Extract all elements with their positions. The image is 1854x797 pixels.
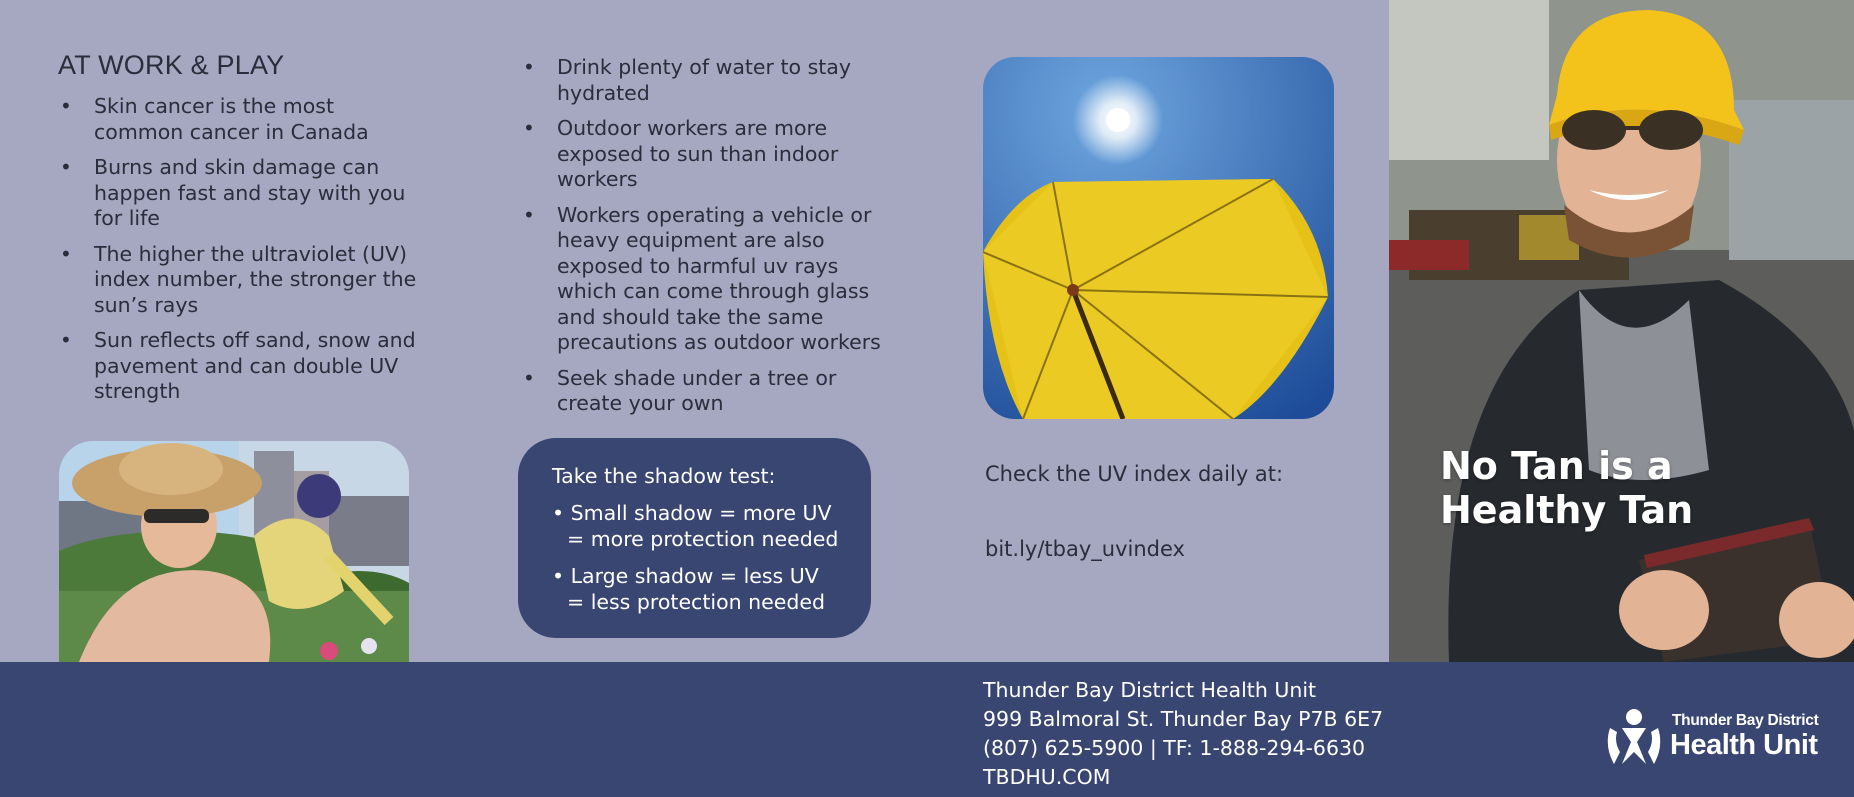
logo-icon [1604, 708, 1664, 766]
phone-numbers: (807) 625-5900 | TF: 1-888-294-6630 [983, 736, 1366, 760]
large-shadow-line2: = less protection needed [567, 590, 825, 614]
uv-check-text: Check the UV index daily at: [985, 462, 1284, 486]
org-name: Thunder Bay District Health Unit [983, 678, 1317, 702]
list-item: • The higher the ultraviolet (UV) index number, the stronger the sun’s rays [58, 242, 428, 319]
small-shadow-line2: = more protection needed [567, 527, 839, 551]
small-shadow-item [552, 500, 838, 552]
footer-band [0, 662, 1854, 797]
list-item: • Sun reflects off sand, snow and pavement and can double UV strength [58, 328, 428, 405]
uv-index-link[interactable]: bit.ly/tbay_uvindex [985, 537, 1185, 561]
address: 999 Balmoral St. Thunder Bay P7B 6E7 [983, 707, 1384, 731]
section-heading: AT WORK & PLAY [58, 50, 285, 80]
list-item: • Seek shade under a tree or create your own [521, 366, 901, 417]
worker-photo [1389, 0, 1854, 662]
list-item: • Skin cancer is the most common cancer in Canada [58, 94, 428, 145]
list-item: • Drink plenty of water to stay hydrated [521, 55, 901, 106]
left-bullet-list [58, 94, 428, 415]
middle-bullet-list [521, 55, 901, 427]
list-item: • Burns and skin damage can happen fast and stay with you for life [58, 155, 428, 232]
website-link[interactable]: TBDHU.COM [983, 765, 1111, 789]
list-item: • Workers operating a vehicle or heavy equipment are also exposed to harmful uv rays which can come through glass and should take the same precautions as outdoor workers [521, 203, 901, 356]
shadow-test-box [518, 438, 871, 638]
umbrella-photo [983, 57, 1334, 419]
slogan-line2: Healthy Tan [1440, 488, 1694, 532]
cover-slogan [1440, 444, 1693, 532]
logo-text-line1: Thunder Bay District [1672, 712, 1819, 729]
large-shadow-item [552, 563, 825, 615]
slogan-line1: No Tan is a [1440, 444, 1673, 488]
gardener-photo [59, 441, 409, 662]
health-unit-logo [1604, 706, 1834, 768]
logo-text-line2: Health Unit [1670, 729, 1818, 761]
large-shadow-line1: • Large shadow = less UV [552, 564, 819, 588]
list-item: • Outdoor workers are more exposed to sun than indoor workers [521, 116, 901, 193]
contact-info [983, 676, 1383, 792]
shadow-test-title: Take the shadow test: [552, 464, 776, 488]
small-shadow-line1: • Small shadow = more UV [552, 501, 832, 525]
